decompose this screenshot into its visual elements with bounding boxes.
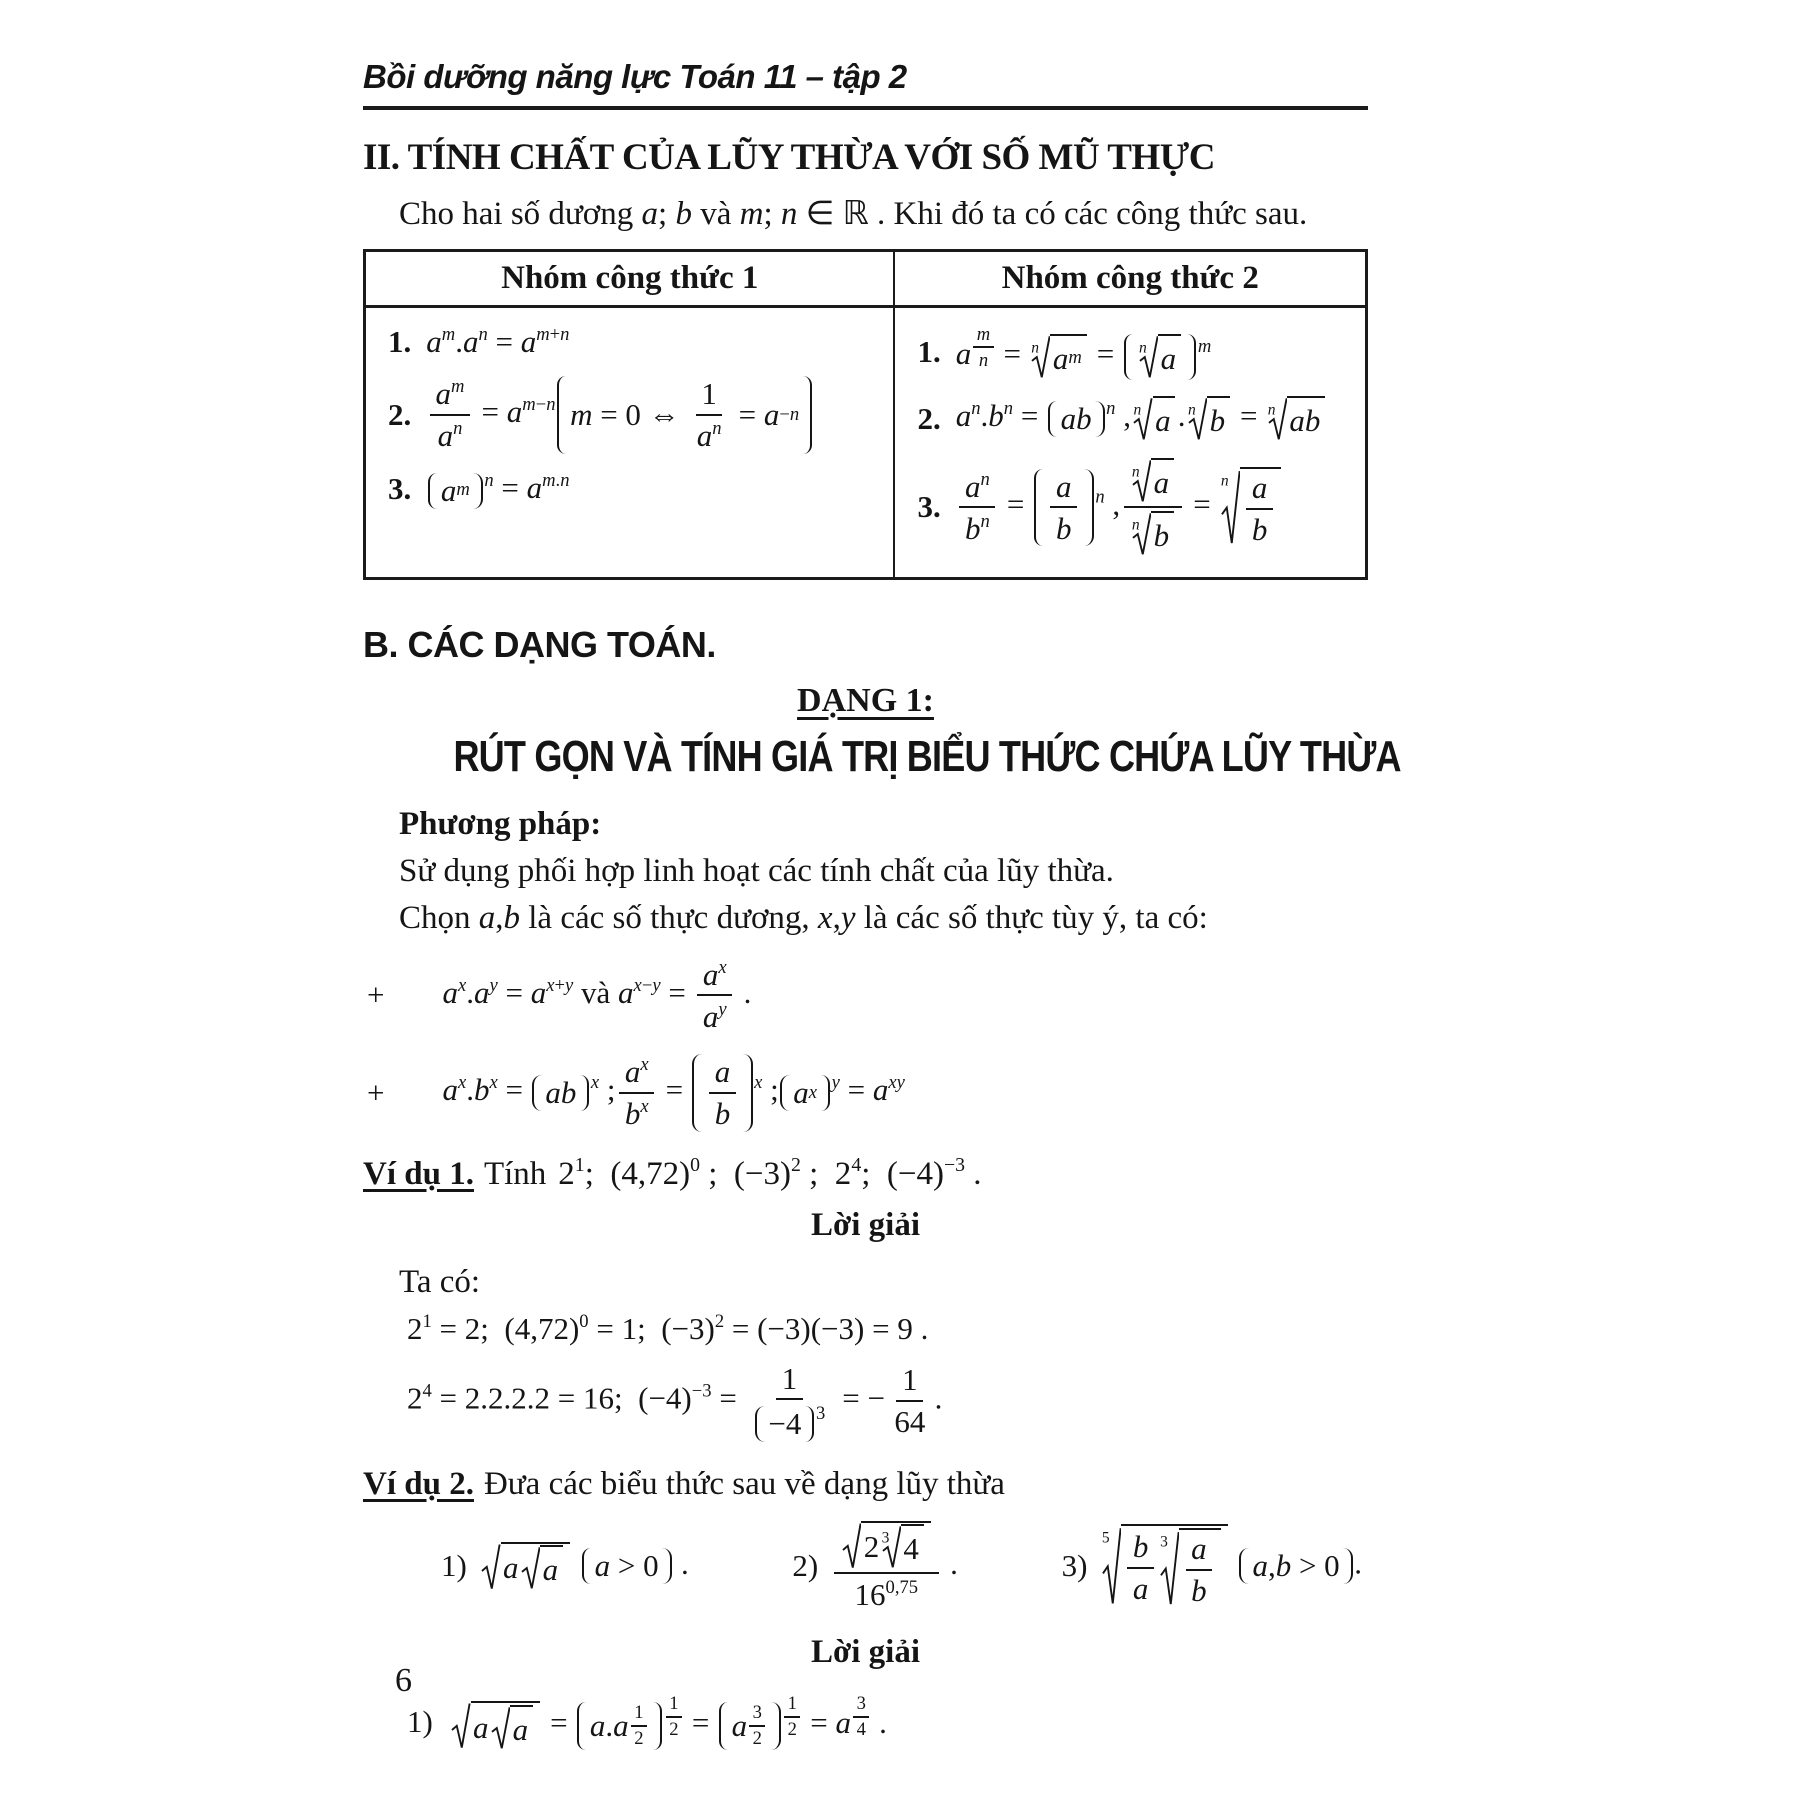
table-row — [388, 324, 879, 360]
item-number: 1) — [441, 1548, 467, 1584]
plus-marker: + — [367, 977, 385, 1013]
table-row — [917, 396, 1351, 442]
method-line: Chọn a,b là các số thực dương, x,y là các số thực tùy ý, ta có: — [399, 899, 1208, 936]
example2-label: Ví dụ 2. — [363, 1465, 474, 1502]
formula: 5 $\frac{b}{a}$ 3 $\frac{a}{b}$ a , b > 0 . — [1099, 1524, 1362, 1609]
formula-number: 3. — [917, 489, 941, 525]
table-col2 — [895, 308, 1365, 577]
section-title: II. TÍNH CHẤT CỦA LŨY THỪA VỚI SỐ MŨ THỰC — [363, 137, 1215, 178]
formula: $2^4 = 2.2.2.2 = 16$; $(-4)^{-3}$ = 1 −4 $^3$ = − $\frac{1}{64}$ . — [407, 1360, 943, 1441]
formula-number: 2. — [388, 396, 412, 432]
table-row — [917, 324, 1351, 380]
formula-number: 1. — [388, 324, 412, 359]
example2-line — [363, 1466, 1368, 1503]
formula: $a^x.a^y = a^{x+y}$ và $a^{x-y}$ = $\frac{a^x}{a^y}$ . — [442, 956, 752, 1034]
solution-line — [363, 1361, 1368, 1442]
table-header-col1: Nhóm công thức 1 — [366, 252, 895, 308]
page-number: 6 — [395, 1662, 412, 1699]
formula: $a^x.b^x$ = a b $^x$ ; $\frac{a^x}{b^x}$ = $\frac{a}{b}$ $^x$ ; a x $^y = a^{xy}$ — [442, 1054, 905, 1132]
taco-line: Ta có: — [399, 1263, 481, 1300]
table-header-col2: Nhóm công thức 2 — [895, 252, 1365, 308]
solution-line — [363, 1693, 1368, 1751]
example1-intro: Tính — [483, 1155, 547, 1192]
formula: a a a > 0 . — [479, 1542, 689, 1592]
section-b-heading: B. CÁC DẠNG TOÁN. — [363, 623, 716, 665]
item-number: 2) — [792, 1548, 819, 1584]
header-rule — [363, 106, 1368, 110]
page-content — [363, 0, 1401, 1751]
formula-table — [363, 249, 1368, 580]
dang1-label — [363, 682, 1368, 720]
example2-item — [792, 1521, 957, 1613]
formula-number: 3. — [388, 471, 412, 507]
formula: a $^{\frac{m}{n}}$ = n a m = n a $^m$ — [956, 324, 1212, 380]
solution-heading: Lời giải — [810, 1206, 921, 1243]
formula-number: 1. — [917, 333, 941, 369]
table-row — [388, 470, 879, 509]
example1-line — [363, 1156, 1368, 1193]
example2-item — [441, 1542, 689, 1592]
formula: $\frac{a^m}{a^n}$ = $a^{m-n}$ m = 0 ⇔ $\frac{1}{a^n}$ = a −n — [426, 376, 813, 454]
formula: a a = a . a $\frac{1}{2}$ $^{\frac{1}{2}}$ = a $\frac{3}{2}$ $^{\frac{1}{2}}$ = a $^{\frac{3}{4}}$ . — [449, 1693, 887, 1751]
formula-number: 2. — [917, 401, 941, 437]
dang1-title: RÚT GỌN VÀ TÍNH GIÁ TRỊ BIỂU THỨC CHỨA LŨY THỪA — [453, 731, 1401, 781]
example2-items — [363, 1521, 1368, 1613]
table-col1 — [366, 308, 895, 577]
formula: $\frac{a^n}{b^n}$ = $\frac{a}{b}$ $^n$ , n a n b = n $\frac{a}{b}$ — [956, 458, 1284, 557]
example2-item — [1062, 1524, 1362, 1609]
formula: $a^n.b^n$ = a b $^n$ , n a . n b = n a b — [956, 396, 1328, 442]
formula: 2 3 4 16$^{0,75}$ . — [830, 1521, 958, 1613]
dang1-label-text: DẠNG 1: — [797, 681, 934, 719]
formula: $2^1 = 2$; $(4,72)^0 = 1$; $(-3)^2 = (-3)(-3) = 9$ . — [407, 1310, 929, 1346]
example1-label: Ví dụ 1. — [363, 1155, 474, 1192]
running-header — [363, 58, 1368, 96]
method-line: Sử dụng phối hợp linh hoạt các tính chất của lũy thừa. — [399, 852, 1114, 889]
solution-heading: Lời giải — [810, 1634, 921, 1671]
item-number: 1) — [407, 1704, 433, 1740]
method-label: Phương pháp: — [399, 805, 602, 842]
solution-line — [363, 1311, 1368, 1347]
example2-intro: Đưa các biểu thức sau về dạng lũy thừa — [483, 1465, 1005, 1502]
formula-bullet — [363, 1054, 1368, 1132]
formula: $2^1$; $(4,72)^0$ ; $(-3)^2$ ; $2^4$; $(-4)^{-3}$ . — [558, 1154, 982, 1192]
plus-marker: + — [367, 1075, 385, 1111]
section-intro: Cho hai số dương a; b và m; n ∈ ℝ . Khi đó ta có các công thức sau. — [399, 196, 1308, 232]
table-row — [917, 458, 1351, 557]
item-number: 3) — [1061, 1548, 1088, 1584]
table-row — [388, 376, 879, 454]
formula-bullet — [363, 957, 1368, 1035]
formula: $a^m.a^n = a^{m+n}$ — [426, 323, 570, 359]
running-header-title: Bồi dưỡng năng lực Toán 11 – tập 2 — [363, 58, 907, 95]
formula: a m $^n = a^{m.n}$ — [426, 470, 569, 509]
